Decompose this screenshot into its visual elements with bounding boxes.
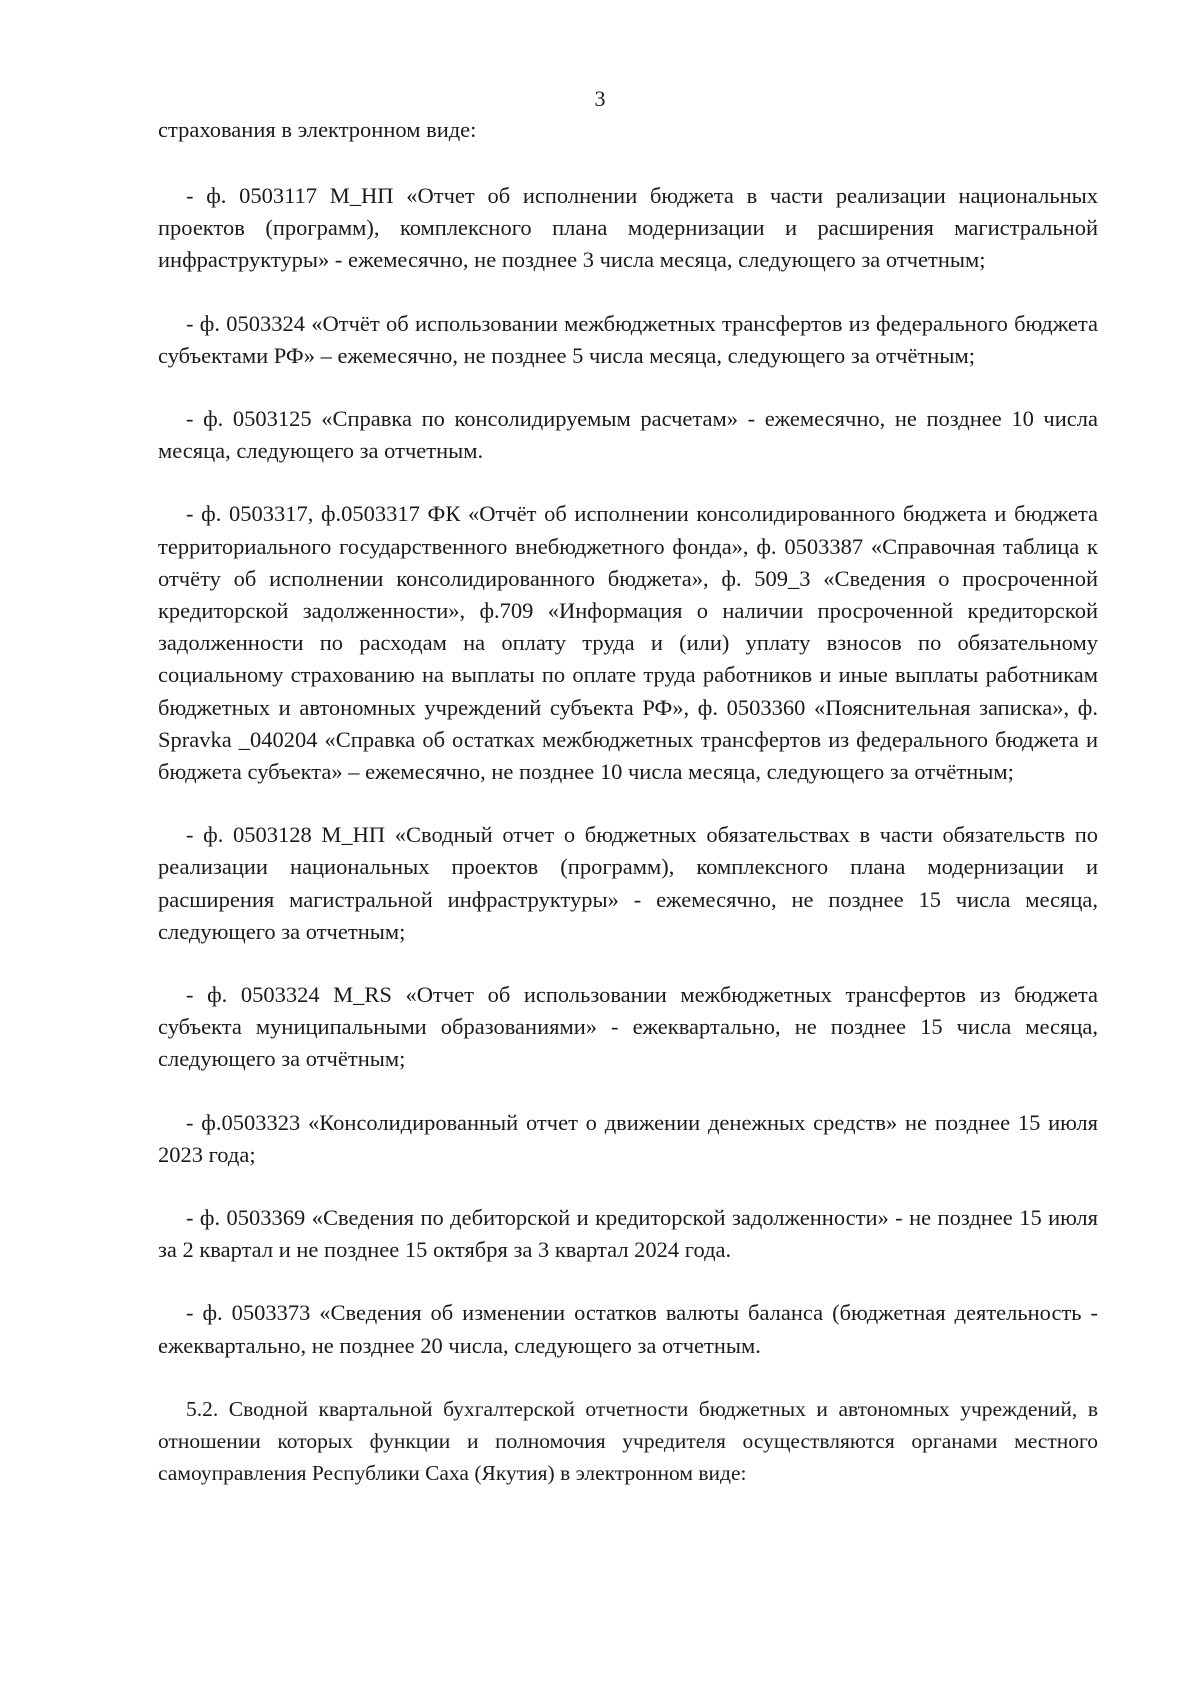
page-number: 3 xyxy=(594,86,606,111)
list-item: - ф.0503323 «Консолидированный отчет о движении денежных средств» не позднее 15 июля 2023 года; xyxy=(158,1109,1098,1167)
list-item: - ф. 0503117 М_НП «Отчет об исполнении бюджета в части реализации национальных проектов (программ), комплексного плана модернизации и расширения магистральной инфраструктуры» - ежемесячно, не позднее 3 числа месяца, следующего за отчетным; xyxy=(158,183,1098,273)
report-forms-list xyxy=(158,180,1098,1521)
section-paragraph: 5.2. Сводной квартальной бухгалтерской отчетности бюджетных и автономных учреждений, в отношении которых функции и полномочия учредителя осуществляются органами местного самоуправления Республики Саха (Якутия) в электронном виде: xyxy=(158,1396,1098,1486)
intro-line: страхования в электронном виде: xyxy=(158,117,477,142)
list-item: - ф. 0503324 М_RS «Отчет об использовании межбюджетных трансфертов из бюджета субъекта муниципальными образованиями» - ежеквартально, не позднее 15 числа месяца, следующего за отчётным; xyxy=(158,982,1098,1072)
list-item: - ф. 0503369 «Сведения по дебиторской и кредиторской задолженности» - не позднее 15 июля за 2 квартал и не позднее 15 октября за 3 квартал 2024 года. xyxy=(158,1205,1098,1263)
list-item: - ф. 0503373 «Сведения об изменении остатков валюты баланса (бюджетная деятельность - ежеквартально, не позднее 20 числа, следующего за отчетным. xyxy=(158,1300,1098,1358)
list-item: - ф. 0503324 «Отчёт об использовании межбюджетных трансфертов из федерального бюджета субъектами РФ» – ежемесячно, не позднее 5 числа месяца, следующего за отчётным; xyxy=(158,310,1098,368)
list-item: - ф. 0503317, ф.0503317 ФК «Отчёт об исполнении консолидированного бюджета и бюджета территориального государственного внебюджетного фонда», ф. 0503387 «Справочная таблица к отчёту об исполнении консолидированного бюджета», ф. 509_3 «Сведения о просроченной кредиторской задолженности», ф.709 «Информация о наличии просроченной кредиторской задолженности по расходам на оплату труда и (или) уплату взносов по обязательному социальному страхованию на выплаты по оплате труда работников и иные выплаты работникам бюджетных и автономных учреждений субъекта РФ», ф. 0503360 «Пояснительная записка», ф. Spravka _040204 «Справка об остатках межбюджетных трансфертов из федерального бюджета и бюджета субъекта» – ежемесячно, не позднее 10 числа месяца, следующего за отчётным; xyxy=(158,501,1098,785)
list-item: - ф. 0503125 «Справка по консолидируемым расчетам» - ежемесячно, не позднее 10 числа месяца, следующего за отчетным. xyxy=(158,406,1098,464)
list-item: - ф. 0503128 М_НП «Сводный отчет о бюджетных обязательствах в части обязательств по реализации национальных проектов (программ), комплексного плана модернизации и расширения магистральной инфраструктуры» - ежемесячно, не позднее 15 числа месяца, следующего за отчетным; xyxy=(158,822,1098,944)
